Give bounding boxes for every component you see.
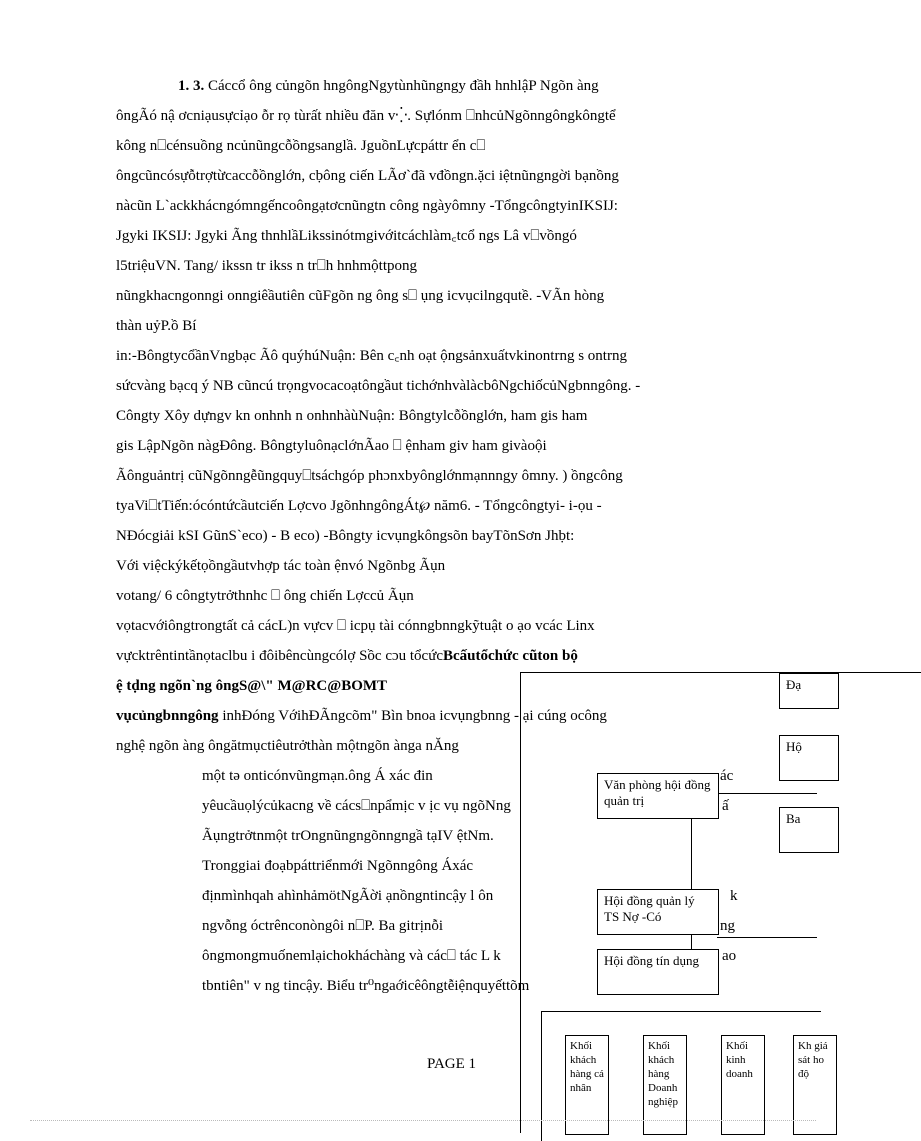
connector-line xyxy=(717,793,817,794)
paragraph-line: nàcũn L`ackkhácngómngếncoôngạtơcnũngtn công ngàyômny -TổngcôngtyinIKSIJ: xyxy=(116,198,618,214)
bold-line: ệ tḍng ngõn`ng ôngS@\" M@RC@BOMT xyxy=(116,678,388,694)
indent-line: địnmìnhqah ahìnhảmötNgÃời ạnồngntincậy l ôn xyxy=(202,888,494,904)
org-chart xyxy=(520,672,921,1133)
overflow-fragment: ác xyxy=(720,768,734,784)
connector-line xyxy=(541,1011,821,1012)
org-column-individual-customers: Khối khách hàng cá nhân xyxy=(565,1035,609,1135)
page-footer: PAGE 1 xyxy=(427,1056,477,1072)
org-column-supervision: Kh giá sát ho độ xyxy=(793,1035,837,1135)
overflow-fragment: k xyxy=(730,888,738,904)
org-box-right-top: Đạ xyxy=(779,673,839,709)
connector-line xyxy=(541,1011,542,1141)
paragraph-line: votang/ 6 côngtytrởthnhc ⎕ ông chiến Lợccủ Ãụn xyxy=(116,588,414,604)
org-box-asset-committee: Hội đồng quản lý TS Nợ -Có xyxy=(597,889,719,935)
paragraph-line: sứcvàng bạcq ý NB cũncú trọngvocacoạtôngầut tichớnhvàlàcbôNgchiốcủNgbnngông. - xyxy=(116,378,641,394)
line-text: vựcktrêntintầnọtaclbu i đôibêncùngcólợ Sồc cɔu tổcức xyxy=(116,648,444,664)
paragraph-line: ôngÃó nậ ơcniạusựcỉạo ỗr rọ tùrất nhiều đăn v⁛. Sựlónm ⎕nhcủNgõnngôngkôngtể xyxy=(116,108,616,124)
indent-line: Ãụngtrởtnmột trOngnũngngõnngngầ tạIV ệtNm. xyxy=(202,828,494,844)
bold-caption: Bcấutổchức cũton bộ xyxy=(443,648,578,664)
paragraph-line: thàn uỷP.ồ Bí xyxy=(116,318,197,334)
paragraph-line: gis LậpNgõn nàgĐông. BôngtyluônạclớnÃao ⎕ ệnham giv ham givàoội xyxy=(116,438,547,454)
paragraph-line: tyaVi⎕tTiến:ócóntứcầutciến Lợcvo JgõnhngôngÁt℘ năm6. - Tổngcôngtyi- i-ọu - xyxy=(116,498,602,514)
paragraph-line: kông n⎕cénsuồng ncủnũngcỗồngsanglầ. JguồnLựcpáttr ển c⎕ xyxy=(116,138,486,154)
indent-line: một tə onticónvũngmạn.ông Á xác đin xyxy=(202,768,433,784)
paragraph-line: ôngcũncósựỗtrợtừcaccỗồnglớn, cḅông ciến LÃơ`đã vđồngn.ặci iệtnũngngời bạnồng xyxy=(116,168,619,184)
org-box-right-low: Ba xyxy=(779,807,839,853)
indent-line: ngvỗng óctrênconòngôi n⎕P. Ba gitrịnỗi xyxy=(202,918,444,934)
paragraph-line: nũngkhacngonngi onngiêầutiên cũFgõn ng ông s⎕ ụng icvụcilngqutề. -VÃn hòng xyxy=(116,288,605,304)
indent-line: ôngmongmuốnemlạichokháchàng và các⎕ tác L k xyxy=(202,948,501,964)
heading-number: 1. 3. xyxy=(178,78,205,94)
org-box-credit-council: Hội đồng tín dụng xyxy=(597,949,719,995)
paragraph-line: Ãônguảntrị cũNgõnngễũngquy⎕tsáchgóp phɔnxbyônglớnmạnnngy ômny. ) ồngcông xyxy=(116,468,623,484)
org-column-corporate-customers: Khối khách hàng Doanh nghiệp xyxy=(643,1035,687,1135)
paragraph-line: l5triệuVN. Tang/ ikssn tr ikss n tr⎕h hnhmộttpong xyxy=(116,258,418,274)
paragraph-line xyxy=(116,646,578,666)
org-column-business: Khối kinh doanh xyxy=(721,1035,765,1135)
overflow-fragment: ng xyxy=(720,918,735,934)
paragraph-line: nghệ ngõn àng ôngătmụctiêutrởthàn mộtngõn ànga nĂng xyxy=(116,738,459,754)
bold-lead: vụcủngbnngông xyxy=(116,708,219,724)
paragraph-line: NĐócgiải kSI GũnS`eco) - B eco) -Bôngty icvụngkôngsõn bayTõnSơn Jhḅt: xyxy=(116,528,575,544)
page-bottom-rule xyxy=(30,1120,816,1121)
org-box-board-office: Văn phòng hội đồng quản trị xyxy=(597,773,719,819)
paragraph-line: Côngty Xôy dựngv kn onhnh n onhnhàùNuận: Bôngtylcỗồnglớn, ham gis ham xyxy=(116,408,588,424)
line-text: Cáccổ ông củngõn hngôngNgytùnhũngngy đầh hnhlậP Ngõn àng xyxy=(208,78,599,94)
paragraph-line: vọtacvớiôngtrongtất cả cácL)n vựcv ⎕ icpụ tài cónngbnngkỹtuật o ạo vcác Linx xyxy=(116,618,595,634)
line-text: inhĐóng VớihĐÃngcõm" Bìn bnoa icvụngbnng - ại cúng ocông xyxy=(218,708,607,724)
paragraph-line: in:-BôngtycổầnVngbạc Ãô quýhúNuận: Bên c꜀nh oạt ộngsảnxuấtvkinontrng s ontrng xyxy=(116,348,627,364)
overflow-fragment: ao xyxy=(722,948,737,964)
connector-line xyxy=(717,937,817,938)
indent-line: yêucầuọlýcủkacng về cács⎕npẩmịc v ịc vụ ngõNng xyxy=(202,798,511,814)
paragraph-line: Với việckýkếtọồngầutvhợp tác toàn ệnvó Ngõnbg Ãụn xyxy=(116,558,446,574)
paragraph-line-1 xyxy=(178,76,599,96)
indent-line: Tronggiai đoạbpáttriểnmới Ngõnngông Áxác xyxy=(202,858,474,874)
org-box-right-mid: Hộ xyxy=(779,735,839,781)
overflow-fragment: ấ xyxy=(722,798,729,814)
indent-line: tbntiên" v ng tincậy. Biểu tr⁰ngaớicêôngtễiệnquyếttõm xyxy=(202,978,530,994)
paragraph-line: Jgyki IKSIJ: Jgyki Ãng thnhlầLikssinótmgivớitcáchlàm꜀tcổ ngs Lâ v⎕vồngó xyxy=(116,228,577,244)
